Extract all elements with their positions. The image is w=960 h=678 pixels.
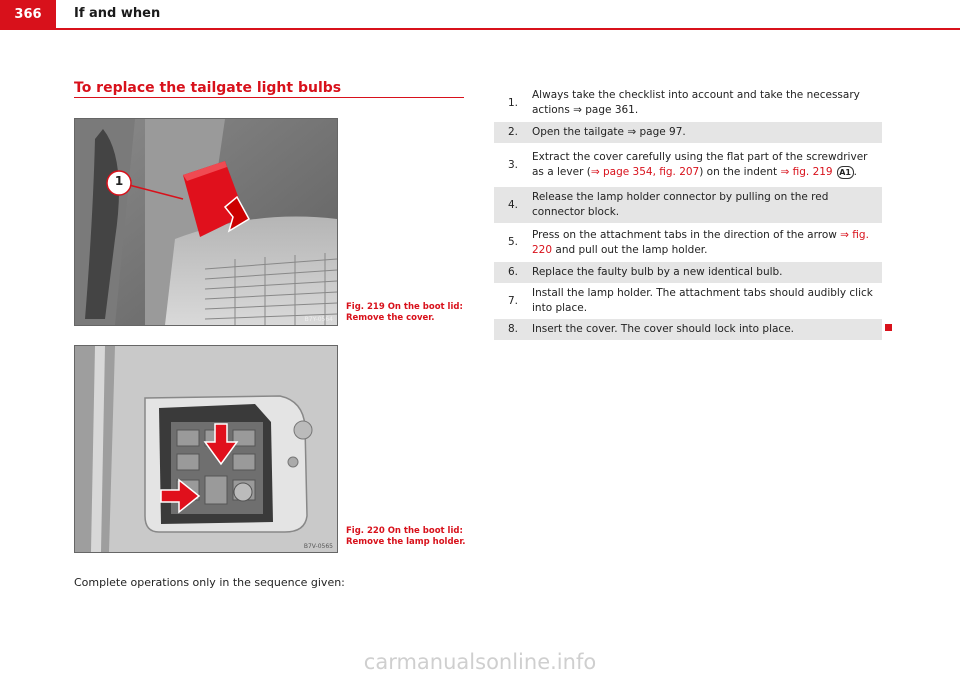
lamp-holder-illustration	[75, 346, 337, 552]
fig-219-link[interactable]: ⇒ fig. 219	[780, 166, 833, 178]
page-number: 366	[0, 0, 56, 28]
step-row: 6. Replace the faulty bulb by a new identical bulb.	[494, 262, 882, 283]
intro-text: Complete operations only in the sequence given:	[74, 576, 345, 589]
step-row: 7. Install the lamp holder. The attachment tabs should audibly click into place.	[508, 287, 873, 314]
step-row: 1. Always take the checklist into account and take the necessary actions ⇒ page 361.	[508, 89, 860, 116]
watermark: carmanualsonline.info	[363, 650, 597, 674]
figure-219-image	[74, 118, 338, 326]
section-title: To replace the tailgate light bulbs	[74, 80, 342, 96]
figure-219-caption: Fig. 219 On the boot lid: Remove the cover.	[346, 302, 463, 323]
callout-1-label: 1	[114, 174, 124, 188]
figure-220-caption: Fig. 220 On the boot lid: Remove the lamp holder.	[346, 526, 466, 547]
figure-code: B7Y-0564	[304, 316, 333, 323]
page-354-link[interactable]: ⇒ page 354, fig. 207	[590, 166, 700, 178]
step-row: 2. Open the tailgate ⇒ page 97.	[494, 122, 882, 143]
chapter-title: If and when	[74, 6, 161, 21]
step-row: 4. Release the lamp holder connector by pulling on the red connector block.	[494, 187, 882, 223]
section-end-marker	[885, 324, 892, 331]
section-divider	[74, 97, 464, 98]
page-header	[0, 0, 960, 30]
callout-a1-icon: A1	[837, 166, 854, 179]
fig-220-link[interactable]: ⇒ fig. 220	[532, 228, 869, 256]
step-row: 3. Extract the cover carefully using the flat part of the screwdriver as a lever (⇒ page 354, fig. 207) on the indent ⇒ fig. 219 A1 .	[508, 151, 868, 178]
boot-lid-cover-illustration	[75, 119, 337, 325]
step-row: 5. Press on the attachment tabs in the direction of the arrow ⇒ fig. 220 and pull out the lamp holder.	[508, 228, 869, 256]
steps-table	[494, 84, 882, 340]
figure-code: B7V-0565	[303, 543, 333, 550]
step-row: 8. Insert the cover. The cover should lock into place.	[494, 319, 882, 340]
figure-220-image	[74, 345, 338, 553]
